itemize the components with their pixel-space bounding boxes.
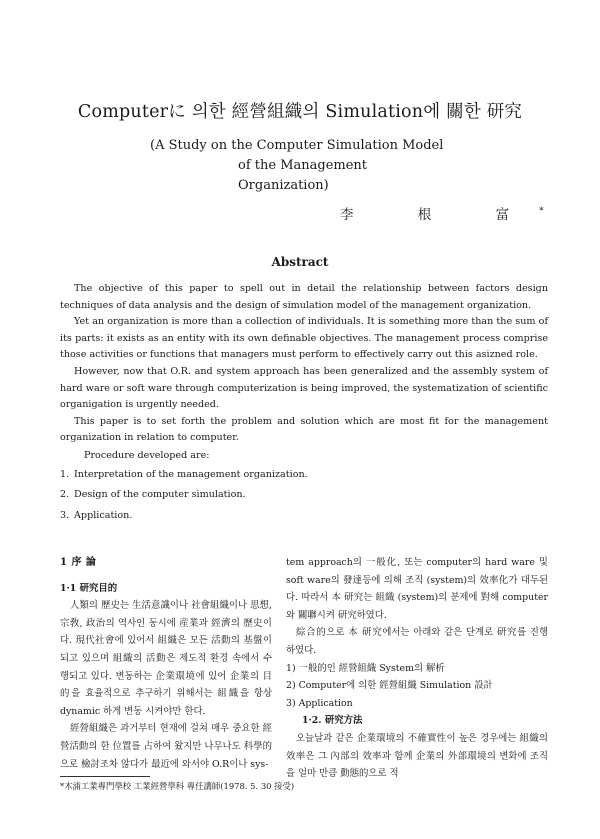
procedure-item [60, 487, 548, 504]
paper-subtitle [150, 136, 450, 196]
procedure-item-number: 2. [60, 489, 70, 501]
procedure-item-text: Application. [74, 509, 133, 521]
subsection-heading: 1·2. 研究方法 [302, 715, 363, 727]
procedure-item-text: Design of the computer simulation. [74, 489, 246, 501]
footnote-divider [60, 776, 150, 777]
procedure-item [60, 508, 548, 525]
abstract-heading: Abstract [271, 255, 329, 269]
body-paragraph: 人類의 歷史는 生活意識이나 社會組織이나 思想, 宗敎, 政治의 역사인 동시에 産業과 經濟의 歷史이다. 現代社會에 있어서 組織은 모든 活動의 基盤이 되고 있으며 組織의 活動은 제도적 환경 속에서 수행되고 있다. 변동하는 企業環境에 있어 企業의 目的을 효율적으로 추구하기 위해서는 組織을 항상 dynamic 하게 변동 시켜야만 한다. [60, 600, 272, 717]
abstract-paragraph: This paper is to set forth the problem and solution which are most fit for the management organization in relation to computer. [60, 415, 548, 444]
abstract-paragraph: However, now that O.R. and system approach has been generalized and the assembly system of hard ware or soft ware through computerization is being improved, the systematization of scientific organigation is urgently needed. [60, 365, 548, 411]
abstract-body [60, 281, 548, 528]
procedure-list [60, 467, 548, 525]
section-heading: 1 序 論 [60, 557, 97, 568]
body-paragraph: tem approach의 一般化, 또는 computer의 hard ware 및 soft ware의 發達등에 의해 조직 (system)의 效率化가 대두된다. 따라서 本 研究는 組織 (system)의 분제에 對해 computer와 關聯시켜 研究하였다. [286, 557, 548, 621]
paper-title: Computerに 의한 經營組織의 Simulation에 關한 研究 [77, 102, 523, 122]
right-column [286, 554, 548, 783]
procedure-item-text: Interpretation of the management organization. [74, 468, 308, 480]
author-footnote-mark: * [539, 206, 544, 217]
subtitle-line-2: of the Management Organization) [238, 158, 368, 193]
abstract-paragraph: The objective of this paper to spell out in detail the relationship between factors design techniques of data analysis and the design of simulation model of the management organization. [60, 283, 548, 311]
author-name [340, 203, 544, 223]
method-list-item: 2) Computer에 의한 經營組織 Simulation 設計 [286, 680, 493, 692]
body-paragraph: 綜合的으로 本 研究에서는 아래와 같은 단계로 研究를 진행 하였다. [286, 627, 548, 656]
left-column [60, 554, 272, 773]
author-text: 李 根 富 [340, 207, 540, 223]
procedure-item [60, 467, 548, 484]
body-paragraph: 오늘날과 같은 企業環境의 不確實性이 높은 경우에는 組織의 效率은 그 內部의 效率과 함께 企業의 外部環境의 변화에 조직을 얼마 만큼 動態的으로 적 [286, 732, 548, 780]
subtitle-line-1: (A Study on the Computer Simulation Model [150, 138, 444, 153]
method-list-item: 1) 一般的인 經營組織 System의 解析 [286, 662, 445, 674]
procedure-item-number: 1. [60, 468, 70, 480]
body-paragraph: 經營組織은 과거부터 현재에 걸쳐 매우 중요한 經營活動의 한 位置를 占하여 왔지만 나무나도 科學的으로 檢討조차 않다가 最近에 와서야 O.R이나 sys- [60, 723, 272, 770]
author-footnote: *木浦工業專門學校 工業經營學科 專任講師(1978. 5. 30 接受) [60, 781, 295, 791]
procedure-item-number: 3. [60, 509, 70, 521]
method-list-item: 3) Application [286, 697, 353, 709]
procedure-intro: Procedure developed are: [84, 449, 210, 461]
subsection-heading: 1·1 研究目的 [60, 582, 118, 594]
abstract-paragraph: Yet an organization is more than a collection of individuals. It is something more than the sum of its parts: it exists as an entity with its own definable objectives. The management process comprise those activities or functions that managers must perform to effectively carry out this asizned role. [60, 316, 548, 361]
